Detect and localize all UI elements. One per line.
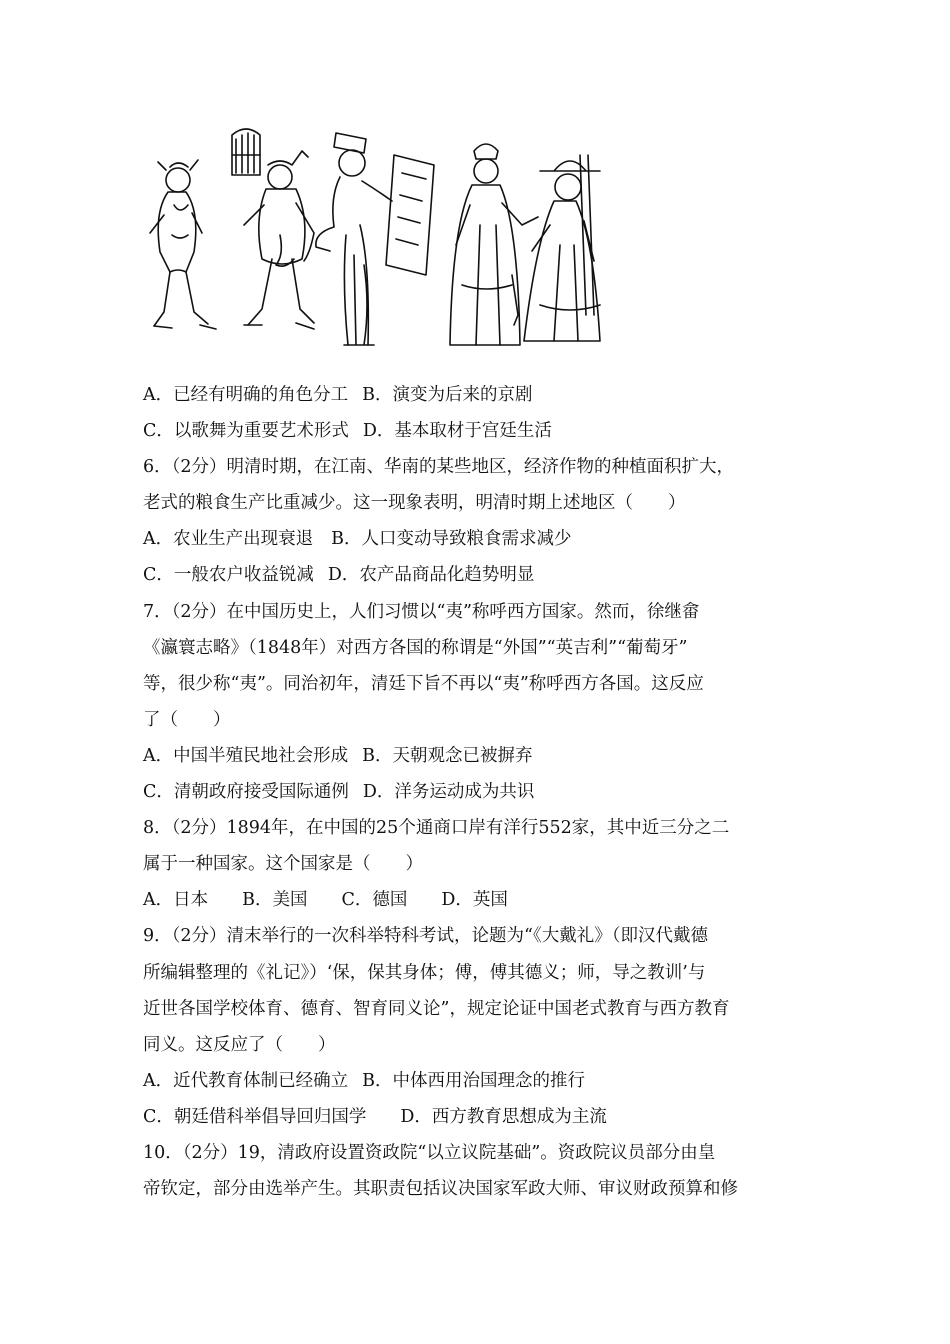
q6-stem-line-2: 老式的粮食生产比重减少。这一现象表明，明清时期上述地区（ ） (143, 493, 686, 514)
q8-option-c: C．德国 (341, 890, 408, 911)
q9-options-row-1 (143, 1063, 813, 1099)
exam-text-block (143, 377, 813, 1207)
q6-options-row-2 (143, 557, 813, 593)
q9-options-row-2 (143, 1099, 813, 1135)
q7-option-c: C．清朝政府接受国际通例 (143, 782, 349, 803)
q7-option-b: B．天朝观念已被摒弃 (362, 745, 533, 766)
q6-options-row-1 (143, 521, 813, 557)
q6-stem-line-1: 6．（2分）明清时期，在江南、华南的某些地区，经济作物的种植面积扩大， (143, 457, 735, 478)
q7-stem-line-4: 了（ ） (143, 709, 231, 730)
opera-figures-illustration (140, 125, 620, 353)
q9-option-c: C．朝廷借科举倡导回归国学 (143, 1106, 367, 1127)
q9-stem-line-3: 近世各国学校体育、德育、智育同义论”，规定论证中国老式教育与西方教育 (143, 998, 730, 1019)
q8-option-b: B．美国 (242, 890, 308, 911)
q9-option-b: B．中体西用治国理念的推行 (362, 1070, 585, 1091)
q7-options-row-2 (143, 774, 813, 810)
q5-option-c: C．以歌舞为重要艺术形式 (143, 421, 349, 442)
q8-option-d: D．英国 (441, 890, 508, 911)
q9-stem-line-4: 同义。这反应了（ ） (143, 1034, 336, 1055)
q6-option-c: C．一般农户收益锐减 (143, 565, 314, 586)
figure-official (524, 155, 600, 341)
q7-stem-line-3: 等，很少称“夷”。同治初年，清廷下旨不再以“夷”称呼西方各国。这反应 (143, 673, 704, 694)
q7-options-row-1 (143, 738, 813, 774)
q8-stem-line-1: 8．（2分）1894年，在中国的25个通商口岸有洋行552家，其中近三分之二 (143, 818, 730, 839)
q6-option-a: A．农业生产出现衰退 (143, 529, 314, 550)
q9-stem-line-1: 9．（2分）清末举行的一次科举特科考试，论题为“《大戴礼》（即汉代戴德 (143, 926, 708, 947)
q10-stem-line-1: 10．（2分）19，清政府设置资政院“以立议院基础”。资政院议员部分由皇 (143, 1142, 716, 1163)
q5-option-d: D．基本取材于宫廷生活 (362, 421, 552, 442)
q5-option-a: A．已经有明确的角色分工 (143, 385, 349, 405)
q5-options-row-2 (143, 413, 813, 449)
figure-clown (150, 160, 216, 329)
q8-stem-line-2: 属于一种国家。这个国家是（ ） (143, 854, 423, 875)
q6-option-d: D．农产品商品化趋势明显 (327, 565, 535, 586)
q7-stem-line-2: 《瀛寰志略》（1848年）对西方各国的称谓是“外国”“英吉利”“葡萄牙” (143, 637, 688, 658)
q7-stem-line-1: 7．（2分）在中国历史上，人们习惯以“夷”称呼西方国家。然而，徐继畲 (143, 601, 700, 622)
figure-with-birdcage (232, 129, 314, 329)
q5-option-b: B．演变为后来的京剧 (362, 385, 533, 405)
q7-option-a: A．中国半殖民地社会形成 (143, 745, 349, 766)
q9-stem-line-2: 所编辑整理的《礼记》）‘保，保其身体；傅，傅其德义；师，导之教训’与 (143, 962, 706, 983)
q9-option-d: D．西方教育思想成为主流 (400, 1106, 607, 1127)
figure-with-scroll (316, 133, 434, 345)
q8-options-row (143, 882, 813, 918)
q7-option-d: D．洋务运动成为共识 (362, 782, 535, 803)
q9-option-a: A．近代教育体制已经确立 (143, 1070, 349, 1091)
figure-scholar (450, 144, 538, 345)
q5-options-row-1 (143, 377, 813, 413)
q10-stem-line-2: 帝钦定，部分由选举产生。其职责包括议决国家军政大师、审议财政预算和修 (143, 1179, 738, 1200)
q6-option-b: B．人口变动导致粮食需求减少 (331, 529, 572, 550)
q8-option-a: A．日本 (143, 890, 209, 911)
